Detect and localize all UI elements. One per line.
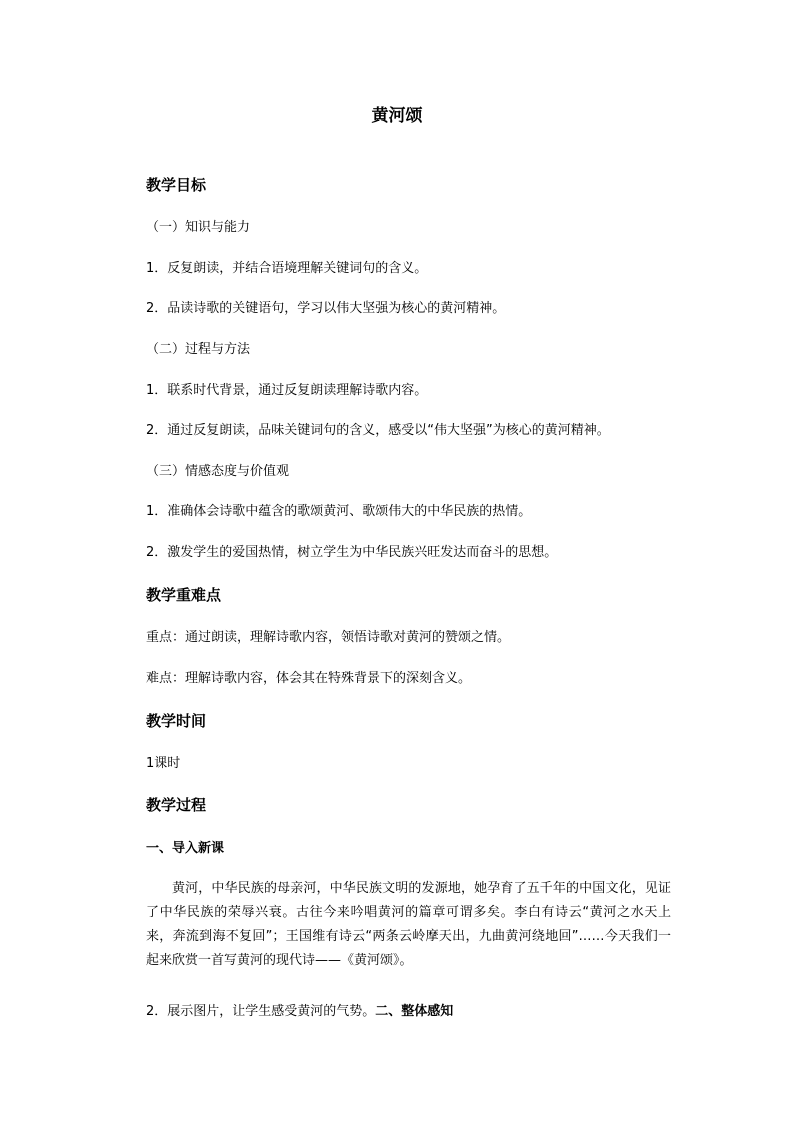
objectives-part1-item2: 2．品读诗歌的关键语句，学习以伟大坚强为核心的黄河精神。	[146, 301, 506, 316]
process-step2-heading: 二、整体感知	[375, 1004, 454, 1019]
objectives-part2-item2: 2．通过反复朗读，品味关键词句的含义，感受以“伟大坚强”为核心的黄河精神。	[146, 423, 610, 438]
objectives-part1-label: （一）知识与能力	[146, 220, 251, 235]
heading-time: 教学时间	[146, 712, 207, 730]
time-value: 1课时	[146, 756, 181, 771]
heading-objectives: 教学目标	[146, 176, 207, 194]
show-pictures-text: 2．展示图片，让学生感受黄河的气势。	[146, 1004, 376, 1019]
objectives-part2-item1: 1．联系时代背景，通过反复朗读理解诗歌内容。	[146, 383, 428, 398]
objectives-part3-item1: 1．准确体会诗歌中蕴含的歌颂黄河、歌颂伟大的中华民族的热情。	[146, 504, 532, 519]
objectives-part3-item2: 2．激发学生的爱国热情，树立学生为中华民族兴旺发达而奋斗的思想。	[146, 545, 558, 560]
key-points-difficulty: 难点：理解诗歌内容，体会其在特殊背景下的深刻含义。	[146, 671, 472, 686]
objectives-part3-label: （三）情感态度与价值观	[146, 464, 290, 479]
key-points-focus: 重点：通过朗读，理解诗歌内容，领悟诗歌对黄河的赞颂之情。	[146, 630, 511, 645]
objectives-part2-label: （二）过程与方法	[146, 342, 251, 357]
process-last-line	[146, 1003, 666, 1021]
process-step1-heading: 一、导入新课	[146, 841, 225, 856]
heading-process: 教学过程	[146, 796, 207, 814]
heading-key-points: 教学重难点	[146, 586, 222, 604]
intro-paragraph: 黄河，中华民族的母亲河，中华民族文明的发源地，她孕育了五千年的中国文化，见证了中华民族的荣辱兴衰。古往今来吟唱黄河的篇章可谓多矣。李白有诗云“黄河之水天上来，奔流到海不复回”；王国维有诗云“两条云岭摩天出，九曲黄河绕地回”……今天我们一起来欣赏一首写黄河的现代诗——《黄河颂》。	[146, 881, 671, 968]
document-title: 黄河颂	[371, 106, 423, 126]
objectives-part1-item1: 1．反复朗读，并结合语境理解关键词句的含义。	[146, 261, 428, 276]
